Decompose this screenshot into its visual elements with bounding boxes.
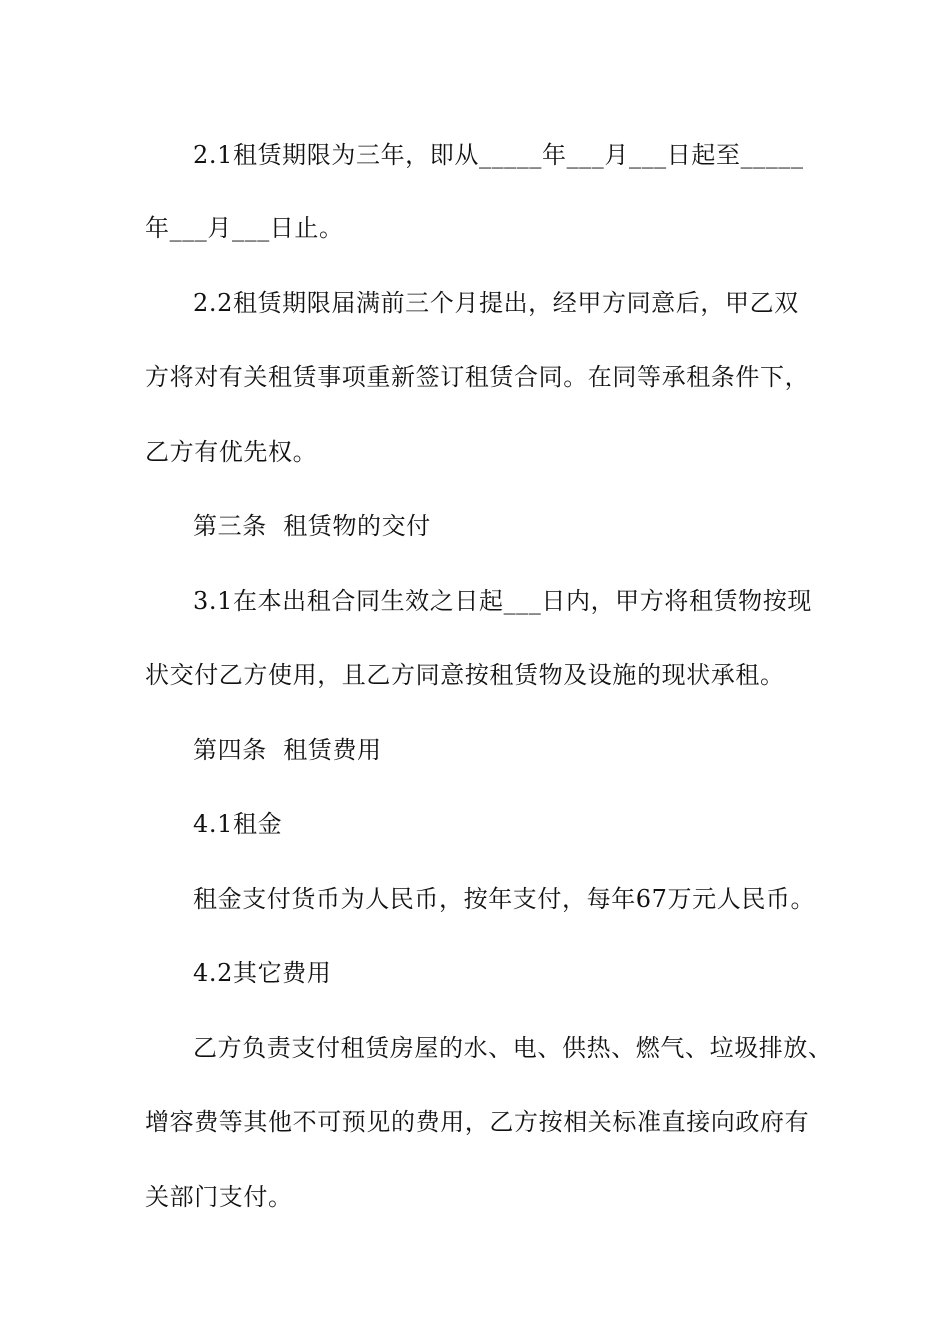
clause-4-2-line-2: 增容费等其他不可预见的费用，乙方按相关标准直接向政府有 [145, 1108, 810, 1136]
clause-3-1-line-1: 3.1在本出租合同生效之日起___日内，甲方将租赁物按现 [193, 587, 812, 615]
clause-2-2-line-2: 方将对有关租赁事项重新签订租赁合同。在同等承租条件下， [145, 363, 810, 391]
clause-2-1-line-2: 年___月___日止。 [145, 214, 344, 242]
clause-4-2-line-3: 关部门支付。 [145, 1183, 293, 1211]
clause-4-2-heading: 4.2其它费用 [193, 959, 332, 987]
article-4-heading: 第四条 租赁费用 [193, 736, 382, 764]
clause-2-1-line-1: 2.1租赁期限为三年，即从_____年___月___日起至_____ [193, 141, 804, 169]
clause-4-2-line-1: 乙方负责支付租赁房屋的水、电、供热、燃气、垃圾排放、 [193, 1034, 833, 1062]
clause-4-1-heading: 4.1租金 [193, 810, 283, 838]
clause-2-2-line-3: 乙方有优先权。 [145, 438, 318, 466]
clause-3-1-line-2: 状交付乙方使用，且乙方同意按租赁物及设施的现状承租。 [145, 661, 785, 689]
article-3-heading: 第三条 租赁物的交付 [193, 512, 431, 540]
clause-2-2-line-1: 2.2租赁期限届满前三个月提出，经甲方同意后，甲乙双 [193, 289, 799, 317]
clause-4-1-text: 租金支付货币为人民币，按年支付，每年67万元人民币。 [193, 885, 816, 913]
